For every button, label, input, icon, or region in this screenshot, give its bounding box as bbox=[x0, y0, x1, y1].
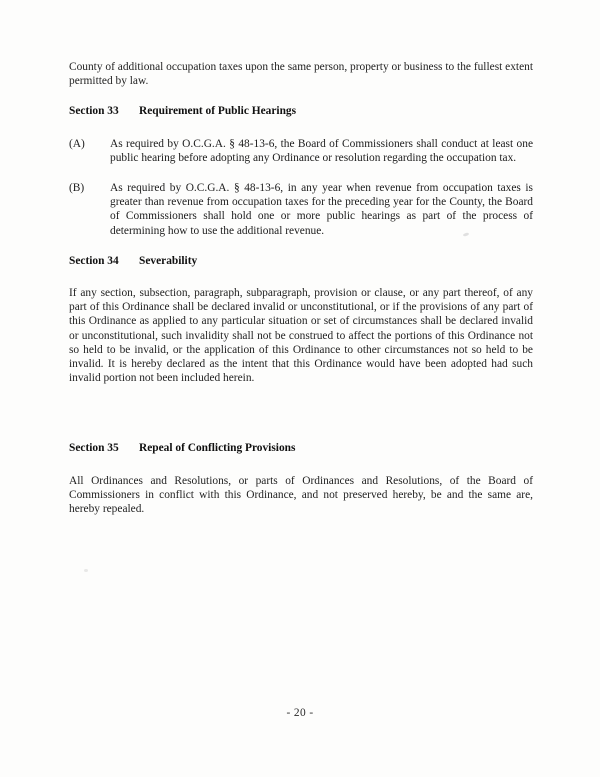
section-title: Repeal of Conflicting Provisions bbox=[139, 442, 296, 455]
page-number-footer: - 20 - bbox=[286, 707, 314, 719]
section-35-paragraph: All Ordinances and Resolutions, or parts of Ordinances and Resolutions, of the Board of Commissioners in conflict with this Ordinance, and not preserved hereby, be and the same are, hereby repealed. bbox=[69, 474, 533, 516]
scan-speckle-artifact bbox=[84, 569, 88, 572]
section-heading-33 bbox=[69, 104, 533, 118]
list-item bbox=[69, 181, 533, 238]
section-number: Section 35 bbox=[69, 442, 119, 455]
spacer bbox=[69, 119, 533, 137]
spacer bbox=[69, 238, 533, 254]
section-34-paragraph: If any section, subsection, paragraph, subparagraph, provision or clause, or any part thereof, of any part of this Ordinance shall be declared invalid or unconstitutional, or if the provisions of any part of this Ordinance as applied to any particular situation or set of circumstances shall be declared invalid or unconstitutional, such invalidity shall not be construed to affect the portions of this Ordinance not so held to be invalid, or the application of this Ordinance to other circumstances not so held to be invalid. It is hereby declared as the intent that this Ordinance would have been adopted had such invalid portion not been included herein. bbox=[69, 287, 533, 385]
spacer bbox=[69, 268, 533, 286]
list-item-text: As required by O.C.G.A. § 48-13-6, in any year when revenue from occupation taxes is greater than revenue from occupation taxes for the preceding year for the County, the Board of Commissioners shall hold one or more public hearings as part of the process of determining how to use the additional revenue. bbox=[110, 182, 533, 237]
page-content bbox=[69, 60, 533, 516]
continued-paragraph: County of additional occupation taxes upon the same person, property or business to the fullest extent permitted by law. bbox=[69, 61, 533, 88]
section-title: Severability bbox=[139, 254, 198, 267]
spacer bbox=[69, 88, 533, 104]
section-heading-34 bbox=[69, 254, 533, 268]
list-item-text: As required by O.C.G.A. § 48-13-6, the Board of Commissioners shall conduct at least one public hearing before adopting any Ordinance or resolution regarding the occupation tax. bbox=[110, 137, 533, 164]
spacer bbox=[69, 165, 533, 181]
spacer bbox=[69, 385, 533, 441]
section-heading-35 bbox=[69, 441, 533, 455]
section-number: Section 33 bbox=[69, 105, 119, 118]
section-number: Section 34 bbox=[69, 254, 119, 267]
list-item bbox=[69, 137, 533, 165]
spacer bbox=[69, 456, 533, 474]
list-item-marker: (A) bbox=[69, 137, 85, 150]
section-title: Requirement of Public Hearings bbox=[139, 105, 297, 118]
list-item-marker: (B) bbox=[69, 182, 85, 195]
